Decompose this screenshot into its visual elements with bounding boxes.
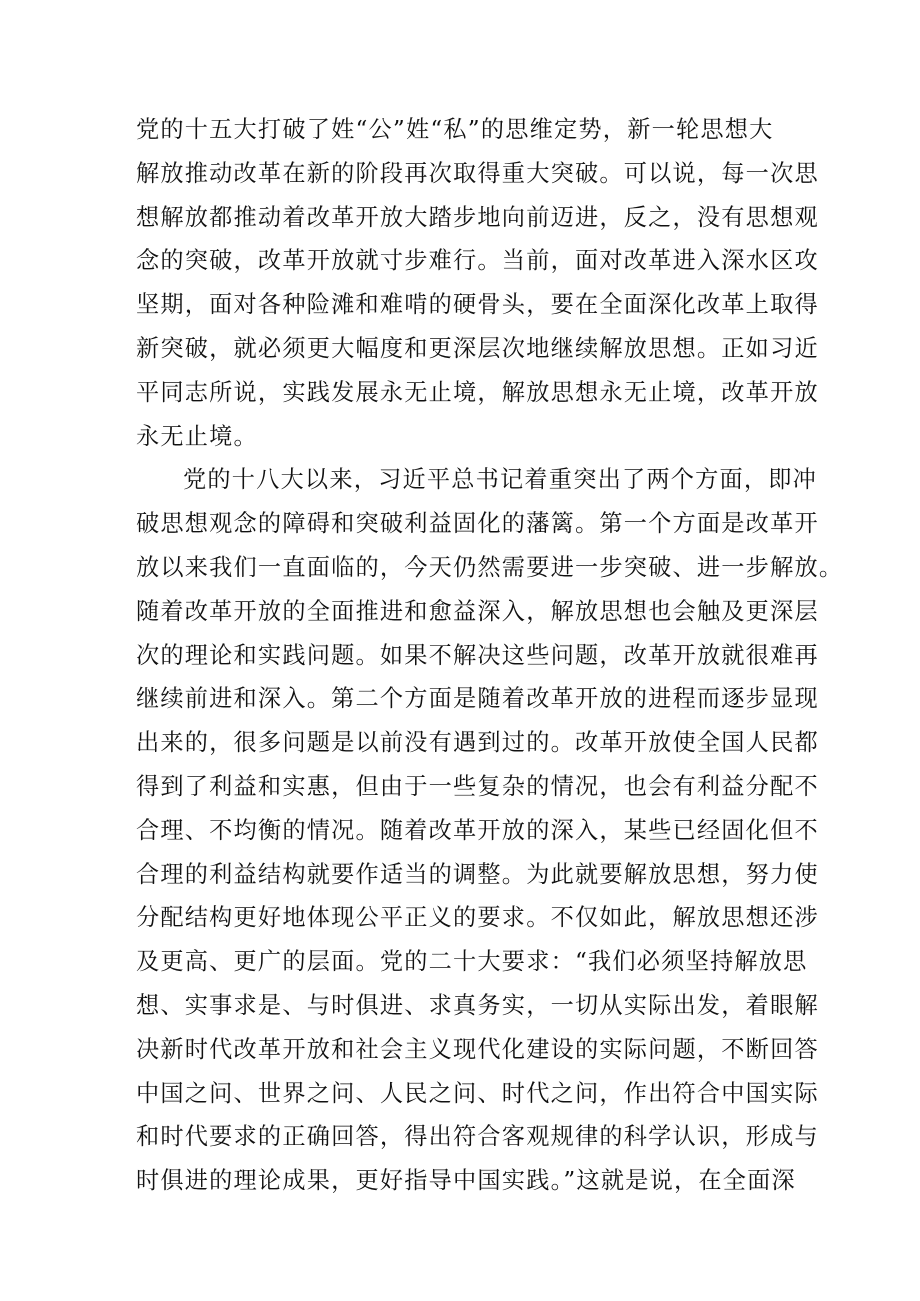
text-line: 决新时代改革开放和社会主义现代化建设的实际问题，不断回答 bbox=[136, 1035, 819, 1063]
text-line: 出来的，很多问题是以前没有遇到过的。改革开放使全国人民都 bbox=[136, 729, 819, 757]
text-line: 继续前进和深入。第二个方面是随着改革开放的进程而逐步显现 bbox=[136, 685, 819, 713]
text-line: 党的十五大打破了姓“公”姓“私”的思维定势，新一轮思想大 bbox=[136, 116, 774, 143]
text-line: 得到了利益和实惠，但由于一些复杂的情况，也会有利益分配不 bbox=[136, 772, 819, 800]
text-line: 时俱进的理论成果，更好指导中国实践。”这就是说，在全面深 bbox=[136, 1167, 796, 1195]
text-line: 新突破，就必须更大幅度和更深层次地继续解放思想。正如习近 bbox=[136, 334, 819, 362]
text-line: 和时代要求的正确回答，得出符合客观规律的科学认识，形成与 bbox=[136, 1123, 819, 1151]
text-line: 破思想观念的障碍和突破利益固化的藩篱。第一个方面是改革开 bbox=[136, 510, 819, 538]
text-line: 及更高、更广的层面。党的二十大要求：“我们必须坚持解放思 bbox=[136, 948, 808, 976]
body-text bbox=[136, 108, 844, 1203]
text-line: 永无止境。 bbox=[136, 422, 258, 450]
text-line: 想解放都推动着改革开放大踏步地向前迈进，反之，没有思想观 bbox=[136, 203, 819, 231]
text-line: 合理、不均衡的情况。随着改革开放的深入，某些已经固化但不 bbox=[136, 816, 819, 844]
text-line: 合理的利益结构就要作适当的调整。为此就要解放思想，努力使 bbox=[136, 860, 819, 888]
text-line: 平同志所说，实践发展永无止境，解放思想永无止境，改革开放 bbox=[136, 378, 819, 406]
text-line: 随着改革开放的全面推进和愈益深入，解放思想也会触及更深层 bbox=[136, 597, 819, 625]
text-line: 分配结构更好地体现公平正义的要求。不仅如此，解放思想还涉 bbox=[136, 904, 819, 932]
paragraph-1 bbox=[136, 108, 819, 458]
text-line: 解放推动改革在新的阶段再次取得重大突破。可以说，每一次思 bbox=[136, 159, 819, 187]
text-line: 中国之问、世界之问、人民之问、时代之问，作出符合中国实际 bbox=[136, 1079, 819, 1107]
paragraph-2 bbox=[136, 458, 844, 1203]
text-line: 念的突破，改革开放就寸步难行。当前，面对改革进入深水区攻 bbox=[136, 247, 819, 275]
text-line: 次的理论和实践问题。如果不解决这些问题，改革开放就很难再 bbox=[136, 641, 819, 669]
text-line: 想、实事求是、与时俱进、求真务实，一切从实际出发，着眼解 bbox=[136, 991, 819, 1019]
text-line-indented: 党的十八大以来，习近平总书记着重突出了两个方面，即冲 bbox=[183, 466, 818, 494]
text-line: 放以来我们一直面临的，今天仍然需要进一步突破、进一步解放。 bbox=[136, 553, 844, 581]
text-line: 坚期，面对各种险滩和难啃的硬骨头，要在全面深化改革上取得 bbox=[136, 291, 819, 319]
